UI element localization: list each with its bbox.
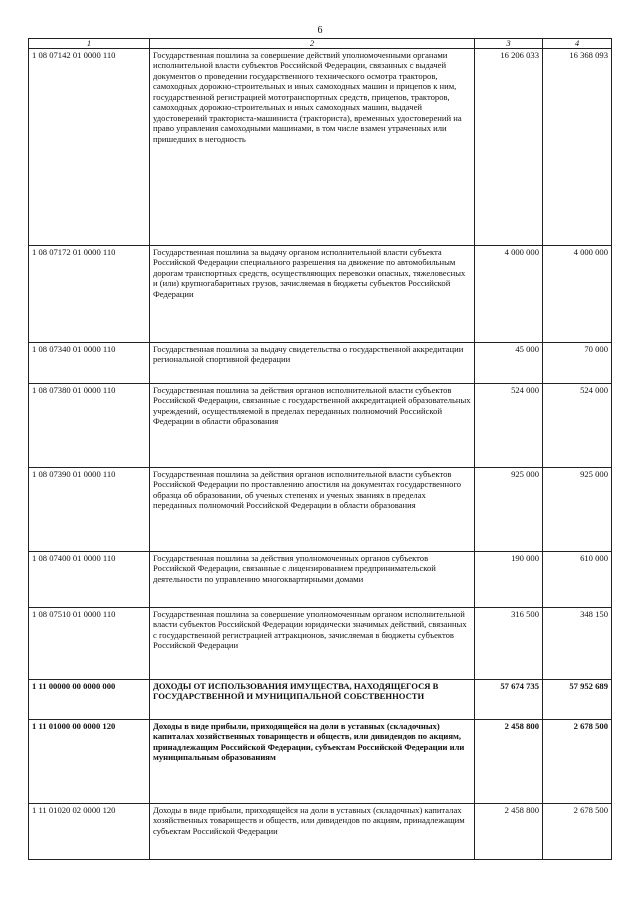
row-description: Государственная пошлина за совершение уполномоченным органом исполнительной власти субъектов Российской Федерации юридически значимых действий, связанных с государственной регистрацией аттракционов, зачисляемая в бюджеты субъектов Российской Федерации xyxy=(150,608,475,680)
row-value-3: 524 000 xyxy=(475,384,543,468)
row-description: Государственная пошлина за действия органов исполнительной власти субъектов Российской Федерации по проставлению апостиля на документах государственного образца об образовании, об ученых степенях и ученых званиях в пределах переданных полномочий Российской Федерации в области образования xyxy=(150,468,475,552)
row-description: ДОХОДЫ ОТ ИСПОЛЬЗОВАНИЯ ИМУЩЕСТВА, НАХОДЯЩЕГОСЯ В ГОСУДАРСТВЕННОЙ И МУНИЦИПАЛЬНОЙ СОБСТВЕННОСТИ xyxy=(150,680,475,720)
row-code: 1 08 07172 01 0000 110 xyxy=(29,246,150,343)
table-row xyxy=(29,552,612,608)
row-description: Государственная пошлина за выдачу свидетельства о государственной аккредитации региональной спортивной федерации xyxy=(150,343,475,384)
row-description: Доходы в виде прибыли, приходящейся на доли в уставных (складочных) капиталах хозяйственных товариществ и обществ, или дивидендов по акциям, принадлежащим Российской Федерации, субъектам Российской Федерации или муниципальным образованиям xyxy=(150,720,475,804)
table-row xyxy=(29,804,612,860)
row-value-4: 925 000 xyxy=(543,468,612,552)
row-code: 1 11 00000 00 0000 000 xyxy=(29,680,150,720)
row-value-4: 2 678 500 xyxy=(543,804,612,860)
row-code: 1 08 07390 01 0000 110 xyxy=(29,468,150,552)
row-description: Государственная пошлина за совершение действий уполномоченными органами исполнительной власти субъектов Российской Федерации, связанных с выдачей документов о проведении государственного технического осмотра тракторов, самоходных дорожно-строительных и иных самоходных машин и прицепов к ним, государственной регистрацией мототранспортных средств, прицепов, тракторов, самоходных дорожно-строительных и иных самоходных машин, выдачей удостоверений тракториста-машиниста (тракториста), временных удостоверений на право управления самоходными машинами, в том числе взамен утраченных или пришедших в негодность xyxy=(150,49,475,246)
row-code: 1 08 07340 01 0000 110 xyxy=(29,343,150,384)
table-row xyxy=(29,720,612,804)
row-value-4: 348 150 xyxy=(543,608,612,680)
row-description: Государственная пошлина за действия уполномоченных органов субъектов Российской Федерации, связанные с лицензированием предпринимательской деятельности по управлению многоквартирными домами xyxy=(150,552,475,608)
row-value-3: 45 000 xyxy=(475,343,543,384)
row-code: 1 08 07400 01 0000 110 xyxy=(29,552,150,608)
table-row xyxy=(29,49,612,246)
row-code: 1 08 07380 01 0000 110 xyxy=(29,384,150,468)
row-value-4: 524 000 xyxy=(543,384,612,468)
column-header-3: 3 xyxy=(475,39,543,49)
row-code: 1 08 07510 01 0000 110 xyxy=(29,608,150,680)
column-header-2: 2 xyxy=(150,39,475,49)
table-header-row xyxy=(29,39,612,49)
row-code: 1 11 01020 02 0000 120 xyxy=(29,804,150,860)
table-row xyxy=(29,343,612,384)
row-value-3: 2 458 800 xyxy=(475,720,543,804)
table-row xyxy=(29,468,612,552)
row-value-3: 190 000 xyxy=(475,552,543,608)
row-value-4: 2 678 500 xyxy=(543,720,612,804)
row-value-4: 70 000 xyxy=(543,343,612,384)
row-value-4: 4 000 000 xyxy=(543,246,612,343)
row-value-4: 16 368 093 xyxy=(543,49,612,246)
row-code: 1 11 01000 00 0000 120 xyxy=(29,720,150,804)
row-description: Государственная пошлина за выдачу органом исполнительной власти субъекта Российской Федерации специального разрешения на движение по автомобильным дорогам транспортных средств, осуществляющих перевозки опасных, тяжеловесных и (или) крупногабаритных грузов, зачисляемая в бюджеты субъектов Российской Федерации xyxy=(150,246,475,343)
table-row xyxy=(29,246,612,343)
row-value-4: 610 000 xyxy=(543,552,612,608)
page-number: 6 xyxy=(317,25,323,36)
column-header-4: 4 xyxy=(543,39,612,49)
row-value-3: 57 674 735 xyxy=(475,680,543,720)
row-code: 1 08 07142 01 0000 110 xyxy=(29,49,150,246)
column-header-1: 1 xyxy=(29,39,150,49)
table-row xyxy=(29,680,612,720)
row-value-3: 4 000 000 xyxy=(475,246,543,343)
row-description: Доходы в виде прибыли, приходящейся на доли в уставных (складочных) капиталах хозяйственных товариществ и обществ, или дивидендов по акциям, принадлежащим субъектам Российской Федерации xyxy=(150,804,475,860)
row-value-3: 2 458 800 xyxy=(475,804,543,860)
table-row xyxy=(29,608,612,680)
row-value-3: 316 500 xyxy=(475,608,543,680)
row-value-4: 57 952 689 xyxy=(543,680,612,720)
row-value-3: 16 206 033 xyxy=(475,49,543,246)
table-row xyxy=(29,384,612,468)
revenue-table xyxy=(28,38,612,860)
row-value-3: 925 000 xyxy=(475,468,543,552)
row-description: Государственная пошлина за действия органов исполнительной власти субъектов Российской Федерации, связанные с государственной аккредитацией образовательных учреждений, осуществляемой в пределах переданных полномочий Российской Федерации в области образования xyxy=(150,384,475,468)
